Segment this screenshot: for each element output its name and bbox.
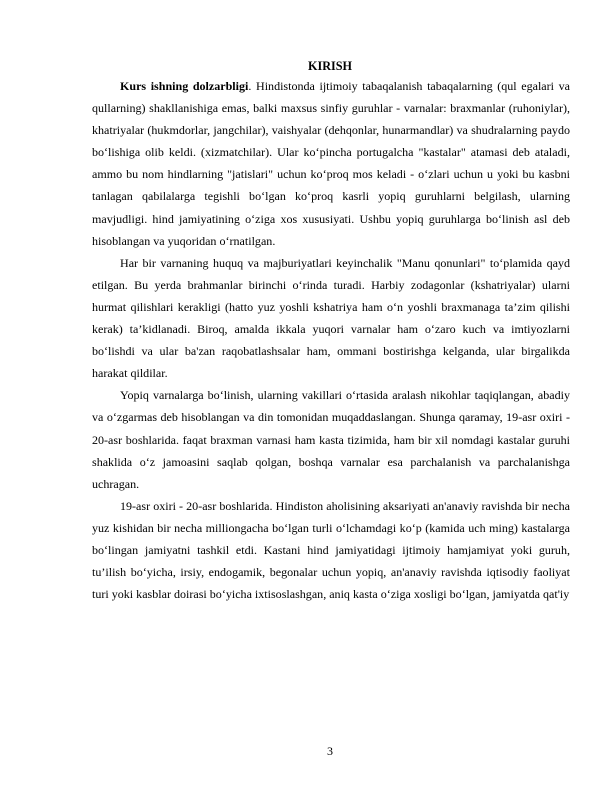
paragraph-2 bbox=[92, 252, 570, 385]
document-body bbox=[92, 75, 570, 605]
paragraph-text: Yopiq varnalarga bo‘linish, ularning vakillari o‘rtasida aralash nikohlar taqiqlangan, abadiy va o‘zgarmas deb hisoblangan va din tomonidan muqaddaslangan. Shunga qaramay, 19-asr oxiri - 20-asr boshlarida. faqat braxman varnasi ham kasta tizimida, ham bir xil nomdagi kastalar guruhi shaklida o‘z jamoasini saqlab qolgan, boshqa varnalar esa parchalanish va parchalanishga uchragan. bbox=[92, 388, 570, 491]
page-number: 3 bbox=[327, 744, 333, 758]
paragraph-1 bbox=[92, 75, 570, 252]
paragraph-text: . Hindistonda ijtimoiy tabaqalanish tabaqalarning (qul egalari va qullarning) shakllanishiga emas, balki maxsus sinfiy guruhlar - varnalar: braxmanlar (ruhoniylar), khatriyalar (hukmdorlar, jangchilar), vaishyalar (dehqonlar, hunarmandlar) va shudralarning paydo bo‘lishiga olib keldi. (xizmatchilar). Ular ko‘pincha portugalcha "kastalar" atamasi deb ataladi, ammo bu nom hindlarning "jatislari" uchun ko‘proq mos keladi - o‘zlari uchun u yoki bu kasbni tanlagan qabilalarga tegishli bo‘lgan ko‘proq kasrli yopiq guruhlarni belgilash, ularning mavjudligi. hind jamiyatining o‘ziga xos xususiyati. Ushbu yopiq guruhlarga bo‘linish asl deb hisoblangan va yuqoridan o‘rnatilgan. bbox=[92, 79, 570, 248]
paragraph-4 bbox=[92, 495, 570, 605]
paragraph-3 bbox=[92, 384, 570, 494]
paragraph-text: Har bir varnaning huquq va majburiyatlari keyinchalik "Manu qonunlari" to‘plamida qayd etilgan. Bu yerda brahmanlar birinchi o‘rinda turadi. Harbiy zodagonlar (kshatriyalar) ularni hurmat qilishlari kerakligi (hatto yuz yoshli kshatriya ham o‘n yoshli braxmanaga ta’zim qilishi kerak) ta’kidlanadi. Biroq, amalda ikkala yuqori varnalar ham o‘zaro kuch va imtiyozlarni bo‘lishdi va ular ba'zan raqobatlashsalar ham, ommani bostirishga kelganda, ular birgalikda harakat qildilar. bbox=[92, 255, 570, 381]
paragraph-text: 19-asr oxiri - 20-asr boshlarida. Hindiston aholisining aksariyati an'anaviy ravishda bir necha yuz kishidan bir necha milliongacha bo‘lgan turli o‘lchamdagi ko‘p (kamida uch ming) kastalarga bo‘lingan jamiyatni tashkil etdi. Kastani hind jamiyatidagi ijtimoiy hamjamiyat yoki guruh, tu’ilish bo‘yicha, irsiy, endogamik, begonalar uchun yopiq, an'anaviy ravishda iqtisodiy faoliyat turi yoki kasblar doirasi bo‘yicha ixtisoslashgan, aniq kasta o‘ziga xosligi bo‘lgan, jamiyatda qat'iy bbox=[92, 498, 570, 602]
paragraph-lead: Kurs ishning dolzarbligi bbox=[120, 79, 249, 93]
page-title: KIRISH bbox=[307, 59, 353, 73]
